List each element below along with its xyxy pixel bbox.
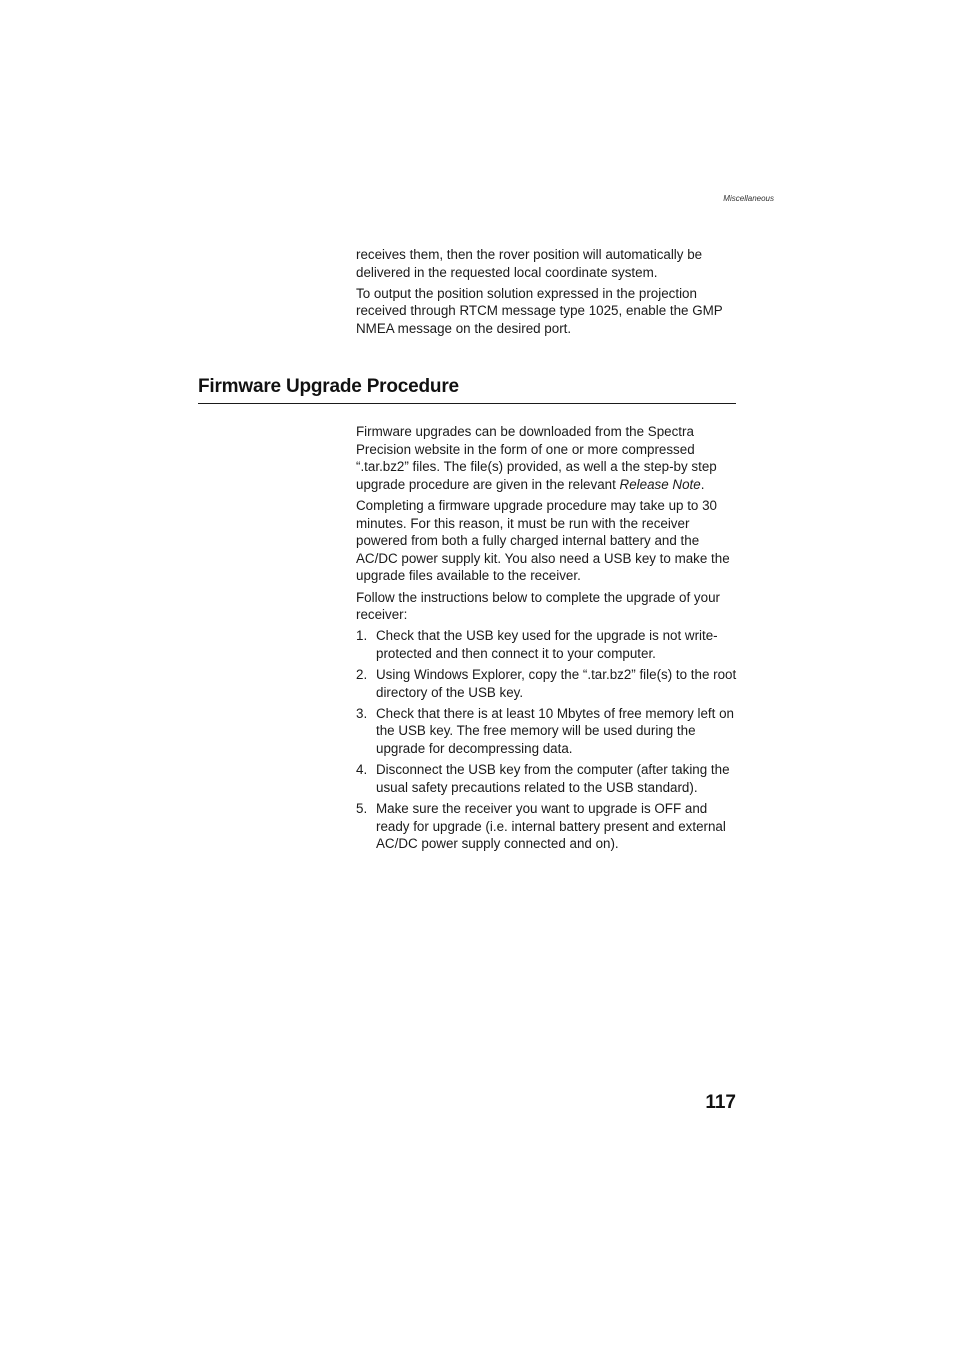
body-paragraph-1-end: .: [700, 476, 705, 492]
step-text: Check that there is at least 10 Mbytes of free memory left on the USB key. The free memory will be used during the upgrade for decompressing data.: [376, 705, 734, 757]
intro-paragraph-1: receives them, then the rover position will automatically be delivered in the requested local coordinate system.: [356, 247, 703, 280]
release-note-emphasis: Release Note: [619, 476, 701, 492]
section-heading: Firmware Upgrade Procedure: [198, 375, 736, 404]
step-number: 5.: [356, 801, 368, 817]
step-number: 1.: [356, 628, 368, 644]
step-text: Make sure the receiver you want to upgrade is OFF and ready for upgrade (i.e. internal battery present and external AC/DC power supply connected and on).: [376, 801, 726, 852]
list-item: [356, 800, 740, 853]
list-item: [356, 761, 740, 796]
list-item: [356, 705, 740, 758]
intro-paragraph-2: To output the position solution expressed in the projection received through RTCM message type 1025, enable the GMP NMEA message on the desired port.: [356, 285, 723, 336]
list-item: [356, 627, 740, 662]
list-item: [356, 666, 740, 701]
body-paragraph-3: Follow the instructions below to complete the upgrade of your receiver:: [356, 589, 720, 623]
step-text: Using Windows Explorer, copy the “.tar.bz2” file(s) to the root directory of the USB key.: [376, 667, 737, 700]
step-number: 3.: [356, 705, 368, 721]
step-number: 2.: [356, 667, 368, 683]
body-paragraph-1: [356, 423, 740, 493]
intro-block: [356, 246, 740, 341]
upgrade-steps-list: [356, 627, 740, 853]
running-header: Miscellaneous: [723, 194, 774, 203]
page-number: 117: [705, 1092, 736, 1113]
body-paragraph-1-text: Firmware upgrades can be downloaded from the Spectra Precision website in the form of one or more compressed “.tar.bz2” files. The file(s) provided, as well a the step-by step upgrade procedure are given in the relevant: [356, 424, 717, 492]
body-paragraph-2: Completing a firmware upgrade procedure may take up to 30 minutes. For this reason, it must be run with the receiver powered from both a fully charged internal battery and the AC/DC power supply kit. You also need a USB key to make the upgrade files available to the receiver.: [356, 497, 730, 584]
step-text: Check that the USB key used for the upgrade is not write-protected and then connect it to your computer.: [376, 628, 718, 661]
step-number: 4.: [356, 762, 368, 778]
section-body: [356, 423, 740, 856]
step-text: Disconnect the USB key from the computer (after taking the usual safety precautions related to the USB standard).: [376, 762, 730, 795]
